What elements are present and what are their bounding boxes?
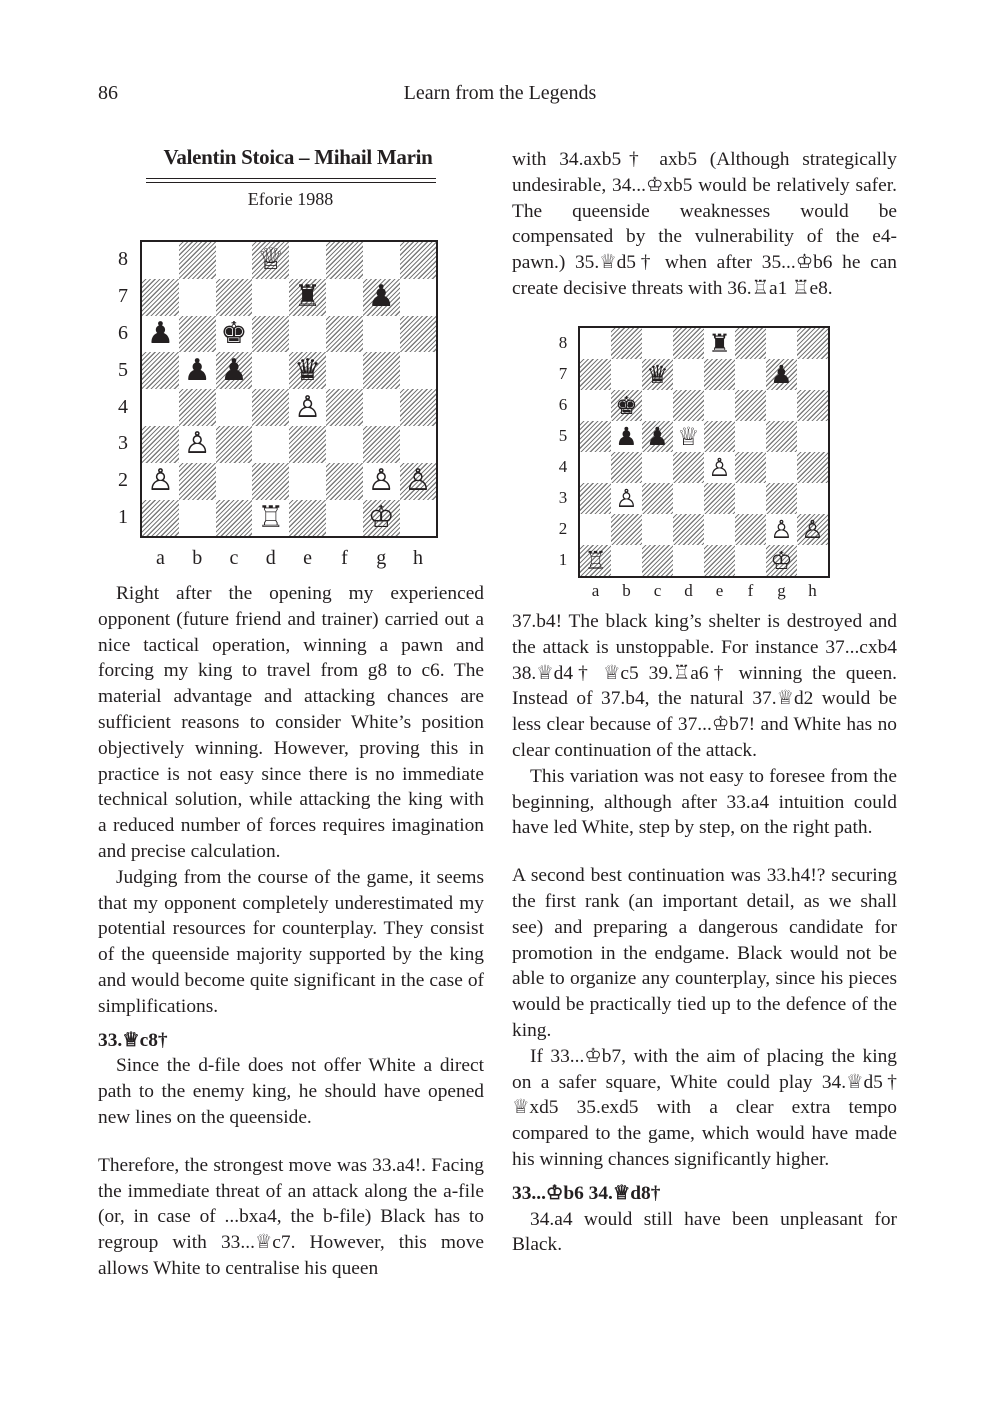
- board-square: [289, 426, 326, 463]
- chess-piece: ♙: [146, 463, 174, 499]
- board-square: [642, 483, 673, 514]
- rank-label: 1: [558, 550, 568, 569]
- left-column: [98, 581, 484, 1282]
- board-square: [735, 483, 766, 514]
- file-label: e: [303, 547, 313, 569]
- board-square: [673, 514, 704, 545]
- board-square: [326, 316, 363, 353]
- chess-piece: ♜: [294, 279, 322, 315]
- paragraph: A second best continuation was 33.h4!? securing the first rank (an important detail, as we shall see) and preparing a dangerous candidate for promotion in the endgame. Black would not be able to organize any counterplay, since his pieces would be practically tied up to the defence of the king.: [512, 865, 897, 1041]
- board-square: [400, 279, 437, 316]
- chess-piece: ♛: [646, 360, 669, 389]
- board-square: [797, 421, 828, 452]
- file-label: g: [376, 547, 387, 569]
- board-square: [400, 316, 437, 353]
- board-square: [704, 390, 735, 421]
- rank-label: 6: [558, 395, 568, 414]
- file-label: g: [777, 581, 786, 600]
- paragraph: This variation was not easy to foresee from the beginning, although after 33.a4 intuition could have led White, step by step, on the right path.: [512, 765, 897, 839]
- board-square: [252, 316, 289, 353]
- board-square: [766, 328, 797, 359]
- chess-piece: ♜: [708, 329, 731, 358]
- board-square: [289, 316, 326, 353]
- chess-piece: ♚: [220, 315, 248, 351]
- board-square: [642, 514, 673, 545]
- board-square: [797, 452, 828, 483]
- right-column-bottom: [512, 609, 897, 1258]
- board-square: [766, 390, 797, 421]
- paragraph-gap: [98, 1131, 484, 1153]
- board-square: [363, 316, 400, 353]
- board-square: [580, 452, 611, 483]
- rank-label: 5: [558, 426, 568, 445]
- chess-piece: ♛: [294, 352, 322, 388]
- board-square: [142, 242, 179, 279]
- chess-piece: ♙: [770, 515, 793, 544]
- chess-piece: ♙: [294, 389, 322, 425]
- file-label: h: [412, 547, 423, 569]
- board-square: [673, 359, 704, 390]
- rank-label: 2: [558, 519, 568, 538]
- board-square: [142, 352, 179, 389]
- board-square: [363, 426, 400, 463]
- board-square: [179, 242, 216, 279]
- board-square: [735, 390, 766, 421]
- paragraph: Therefore, the strongest move was 33.a4!. Facing the immediate threat of an attack along the a-file (or, in case of ...bxa4, the b-file) Black has to regroup with 33...♕c7. However, this move allows White to centralise his queen: [98, 1154, 484, 1279]
- rank-label: 1: [118, 506, 128, 528]
- board-square: [797, 359, 828, 390]
- board-square: [611, 328, 642, 359]
- chess-piece: ♟: [646, 422, 669, 451]
- rank-label: 3: [558, 488, 568, 507]
- board-square: [179, 500, 216, 537]
- board-square: [326, 352, 363, 389]
- board-square: [580, 421, 611, 452]
- board-square: [179, 279, 216, 316]
- game-title: Valentin Stoica – Mihail Marin: [163, 145, 433, 169]
- board-square: [363, 389, 400, 426]
- file-label: b: [192, 547, 203, 569]
- board-square: [216, 389, 253, 426]
- file-label: d: [265, 547, 276, 569]
- board-square: [252, 463, 289, 500]
- board-square: [400, 500, 437, 537]
- board-square: [704, 359, 735, 390]
- board-square: [142, 426, 179, 463]
- board-square: [611, 452, 642, 483]
- chess-piece: ♟: [615, 422, 638, 451]
- chess-piece: ♔: [367, 499, 395, 535]
- board-square: [704, 514, 735, 545]
- board-square: [735, 514, 766, 545]
- move-heading: 33.♕c8†: [98, 1029, 168, 1051]
- board-square: [400, 426, 437, 463]
- rank-label: 2: [118, 469, 128, 492]
- board-square: [363, 352, 400, 389]
- board-square: [326, 242, 363, 279]
- board-square: [797, 390, 828, 421]
- board-square: [766, 421, 797, 452]
- board-square: [216, 242, 253, 279]
- board-square: [142, 279, 179, 316]
- board-square: [289, 500, 326, 537]
- board-square: [326, 279, 363, 316]
- board-square: [326, 500, 363, 537]
- page-number: 86: [98, 82, 118, 104]
- file-label: d: [684, 581, 693, 600]
- chess-piece: ♕: [677, 422, 700, 451]
- file-label: a: [591, 581, 600, 600]
- board-square: [797, 328, 828, 359]
- board-square: [580, 514, 611, 545]
- board-square: [252, 279, 289, 316]
- rank-label: 5: [118, 358, 128, 381]
- board-square: [580, 483, 611, 514]
- rank-label: 4: [558, 457, 568, 476]
- chess-piece: ♙: [615, 484, 638, 513]
- board-square: [400, 242, 437, 279]
- board-square: [611, 545, 642, 576]
- board-square: [611, 514, 642, 545]
- board-square: [735, 328, 766, 359]
- chess-piece: ♟: [146, 315, 174, 351]
- board-square: [142, 500, 179, 537]
- board-square: [766, 452, 797, 483]
- board-square: [735, 452, 766, 483]
- board-square: [673, 545, 704, 576]
- rank-label: 6: [118, 322, 128, 344]
- board-square: [252, 426, 289, 463]
- board-square: [797, 545, 828, 576]
- paragraph: Judging from the course of the game, it seems that my opponent completely underestimated my potential resources for counterplay. They consist of the queenside majority supported by the king and would become quite significant in the case of simplifications.: [98, 866, 484, 1017]
- board-square: [216, 463, 253, 500]
- chess-piece: ♙: [708, 453, 731, 482]
- chess-piece: ♙: [404, 463, 432, 499]
- board-square: [673, 483, 704, 514]
- board-square: [642, 390, 673, 421]
- game-event: Eforie 1988: [247, 189, 334, 209]
- board-square: [326, 426, 363, 463]
- board-square: [216, 500, 253, 537]
- file-label: c: [229, 547, 239, 569]
- paragraph: Since the d-file does not offer White a direct path to the enemy king, he should have opened new lines on the queenside.: [98, 1055, 484, 1128]
- paragraph: 37.b4! The black king’s shelter is destroyed and the attack is unstoppable. For instance 37...cxb4 38.♕d4† ♕c5 39.♖a6† winning the queen. Instead of 37.b4, the natural 37.♕d2 would be less clear because of 37...♔b7! and White has no clear continuation of the attack.: [512, 611, 897, 761]
- chess-piece: ♟: [220, 352, 248, 388]
- chess-piece: ♟: [183, 352, 211, 388]
- board-square: [704, 421, 735, 452]
- right-column-top: [512, 147, 897, 302]
- paragraph: with 34.axb5† axb5 (Although strategically undesirable, 34...♔xb5 would be relatively safer. The queenside weaknesses would be compensated by the vulnerability of the e4-pawn.) 35.♕d5† when after 35...♔b6 he can create decisive threats with 36.♖a1 ♖e8.: [512, 149, 897, 299]
- chess-piece: ♔: [770, 546, 793, 575]
- board-square: [289, 242, 326, 279]
- title-rule: [146, 182, 436, 183]
- board-square: [580, 390, 611, 421]
- file-label: f: [747, 581, 754, 600]
- board-square: [673, 452, 704, 483]
- board-square: [179, 389, 216, 426]
- chess-piece: ♖: [257, 499, 285, 535]
- board-square: [179, 463, 216, 500]
- board-square: [580, 359, 611, 390]
- chess-piece: ♟: [367, 279, 395, 315]
- rank-label: 8: [118, 248, 128, 271]
- running-title: Learn from the Legends: [403, 82, 597, 104]
- board-square: [216, 426, 253, 463]
- paragraph: 34.a4 would still have been unpleasant for Black.: [512, 1208, 897, 1256]
- board-square: [673, 328, 704, 359]
- title-rule: [146, 178, 436, 179]
- file-label: a: [155, 547, 165, 569]
- board-square: [326, 463, 363, 500]
- rank-label: 4: [118, 395, 128, 418]
- chess-piece: ♙: [183, 426, 211, 462]
- paragraph: Right after the opening my experienced opponent (future friend and trainer) carried out a nice tactical operation, winning a pawn and forcing my king to travel from g8 to c6. The material advantage and attacking chances are sufficient reasons to consider White’s position objectively winning. However, proving this in practice is not easy since there is no immediate technical solution, while attacking the king with a reduced number of forces requires imagination and precise calculation.: [98, 583, 484, 862]
- move-heading: 33...♔b6 34.♕d8†: [512, 1182, 661, 1204]
- board-square: [216, 279, 253, 316]
- board-square: [326, 389, 363, 426]
- board-square: [580, 328, 611, 359]
- board-square: [179, 316, 216, 353]
- chess-piece: ♖: [584, 546, 607, 575]
- board-square: [704, 483, 735, 514]
- chess-piece: ♙: [801, 515, 824, 544]
- board-square: [142, 389, 179, 426]
- board-square: [289, 463, 326, 500]
- rank-label: 8: [558, 333, 568, 352]
- board-square: [766, 483, 797, 514]
- file-label: f: [341, 547, 348, 569]
- board-square: [642, 545, 673, 576]
- board-square: [252, 389, 289, 426]
- chess-piece: ♟: [770, 360, 793, 389]
- rank-label: 7: [558, 364, 568, 383]
- board-square: [704, 545, 735, 576]
- board-square: [400, 389, 437, 426]
- paragraph-gap: [512, 841, 897, 863]
- board-square: [735, 359, 766, 390]
- board-square: [642, 328, 673, 359]
- rank-label: 3: [118, 432, 128, 455]
- chess-diagram-2: [578, 326, 830, 578]
- chess-diagram-1: [140, 240, 438, 538]
- board-square: [735, 545, 766, 576]
- board-square: [400, 352, 437, 389]
- board-square: [735, 421, 766, 452]
- chess-piece: ♚: [615, 391, 638, 420]
- chess-piece: ♙: [367, 463, 395, 499]
- paragraph: If 33...♔b7, with the aim of placing the king on a safer square, White could play 34.♕d5† ♕xd5 35.exd5 with a clear extra tempo compared to the game, which would have made his winning chances significantly higher.: [512, 1045, 897, 1170]
- board-square: [673, 390, 704, 421]
- rank-label: 7: [118, 285, 128, 308]
- board-square: [797, 483, 828, 514]
- board-square: [611, 359, 642, 390]
- file-label: h: [808, 581, 817, 600]
- chess-piece: ♕: [257, 242, 285, 278]
- board-square: [252, 352, 289, 389]
- file-label: b: [622, 581, 631, 600]
- board-square: [642, 452, 673, 483]
- board-square: [363, 242, 400, 279]
- file-label: e: [715, 581, 724, 600]
- file-label: c: [653, 581, 662, 600]
